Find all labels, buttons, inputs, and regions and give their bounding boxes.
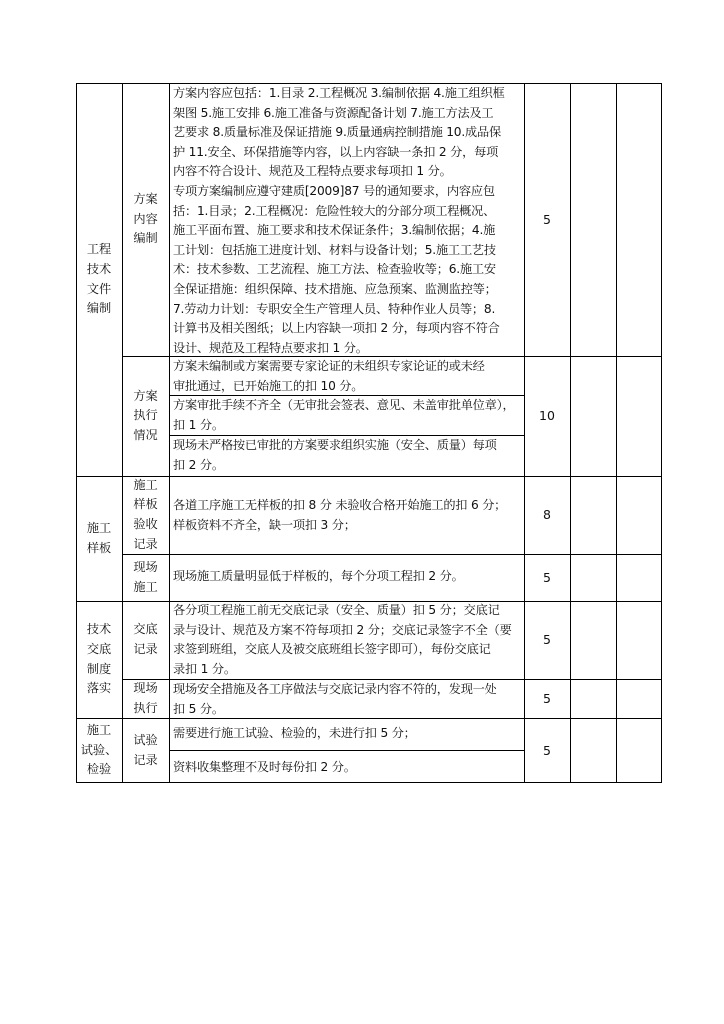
category-test xyxy=(76,718,122,783)
category-briefing xyxy=(76,601,122,718)
subcategory-briefing-execution xyxy=(122,679,169,718)
subcategory-sample-site xyxy=(122,554,169,601)
subcategory-execution xyxy=(122,356,169,476)
criteria-sample-record-text: 各道工序施工无样板的扣 8 分 未验收合格开始施工的扣 6 分； 样板资料不齐全，缺一项扣 3 分； xyxy=(173,498,507,532)
score-sample-record: 8 xyxy=(543,507,551,523)
category-briefing-label: 技术 交底 制度 落实 xyxy=(86,622,112,696)
score-content: 5 xyxy=(543,211,551,227)
subcategory-test-record xyxy=(122,718,169,783)
category-doc-label: 工程 技术 文件 编制 xyxy=(86,242,112,316)
subcategory-sample-record xyxy=(122,476,169,554)
subcategory-sample-record-label: 施工 样板 验收 记录 xyxy=(133,477,158,551)
subcategory-content-label: 方案 内容 编制 xyxy=(133,192,158,246)
category-sample-label: 施工 样板 xyxy=(86,520,112,555)
criteria-test-item-1: 需要进行施工试验、检验的，未进行扣 5 分； xyxy=(173,726,416,740)
category-test-label: 施工 试验、 检验 xyxy=(80,723,118,777)
subcategory-test-record-label: 试验 记录 xyxy=(133,732,158,767)
category-doc xyxy=(76,83,122,476)
criteria-execution-item-2: 方案审批手续不齐全（无审批会签表、意见、未盖审批单位章）， 扣 1 分。 xyxy=(173,398,515,432)
criteria-execution-item-1: 方案未编制或方案需要专家论证的未组织专家论证的或未经 审批通过，已开始施工的扣 10 分。 xyxy=(173,359,485,393)
subcategory-briefing-record xyxy=(122,601,169,679)
score-sample-site: 5 xyxy=(543,569,551,585)
score-briefing-execution: 5 xyxy=(543,690,551,706)
subcategory-execution-label: 方案 执行 情况 xyxy=(133,388,158,442)
criteria-content-text: 方案内容应包括：1.目录 2.工程概况 3.编制依据 4.施工组织框 架图 5.施工安排 6.施工准备与资源配备计划 7.施工方法及工 艺要求 8.质量标准及保证措施 9.质量通病控制措施 10.成品保 护 11.安全、环保措施等内容，以上内容缺一条扣 2 分，每项 内容不符合设计、规范及工程特点要求每项扣 1 分。 专项方案编制应遵守建质[2009]87 号的通知要求，内容应包 括：1.目录；2.工程概况：危险性较大的分部分项工程概况、 施工平面布置、施工要求和技术保证条件；3.编制依据；4.施 工计划：包括施工进度计划、材料与设备计划；5.施工工艺技 术：技术参数、工艺流程、施工方法、检查验收等；6.施工安 全保证措施：组织保障、技术措施、应急预案、监测监控等； 7.劳动力计划：专职安全生产管理人员、特种作业人员等；8. 计算书及相关图纸；以上内容缺一项扣 2 分，每项内容不符合 设计、规范及工程特点要求扣 1 分。 xyxy=(173,86,505,355)
subcategory-sample-site-label: 现场 施工 xyxy=(133,559,158,594)
criteria-briefing-record-text: 各分项工程施工前无交底记录（安全、质量）扣 5 分；交底记 录与设计、规范及方案不符每项扣 2 分；交底记录签字不全（要 求签到班组，交底人及被交底班组长签字即可），每份交底记 录扣 1 分。 xyxy=(173,603,512,676)
criteria-execution-item-3: 现场未严格按已审批的方案要求组织实施（安全、质量）每项 扣 2 分。 xyxy=(173,438,497,472)
inspection-score-table xyxy=(76,83,662,783)
subcategory-briefing-execution-label: 现场 执行 xyxy=(133,680,158,715)
criteria-test-item-2: 资料收集整理不及时每份扣 2 分。 xyxy=(173,760,356,774)
subcategory-content xyxy=(122,83,169,356)
score-execution: 10 xyxy=(539,408,555,424)
criteria-briefing-execution-text: 现场安全措施及各工序做法与交底记录内容不符的，发现一处 扣 5 分。 xyxy=(173,682,497,716)
category-sample xyxy=(76,476,122,601)
criteria-sample-site-text: 现场施工质量明显低于样板的，每个分项工程扣 2 分。 xyxy=(173,569,464,583)
score-test-record: 5 xyxy=(543,742,551,758)
score-briefing-record: 5 xyxy=(543,632,551,648)
subcategory-briefing-record-label: 交底 记录 xyxy=(133,622,158,656)
